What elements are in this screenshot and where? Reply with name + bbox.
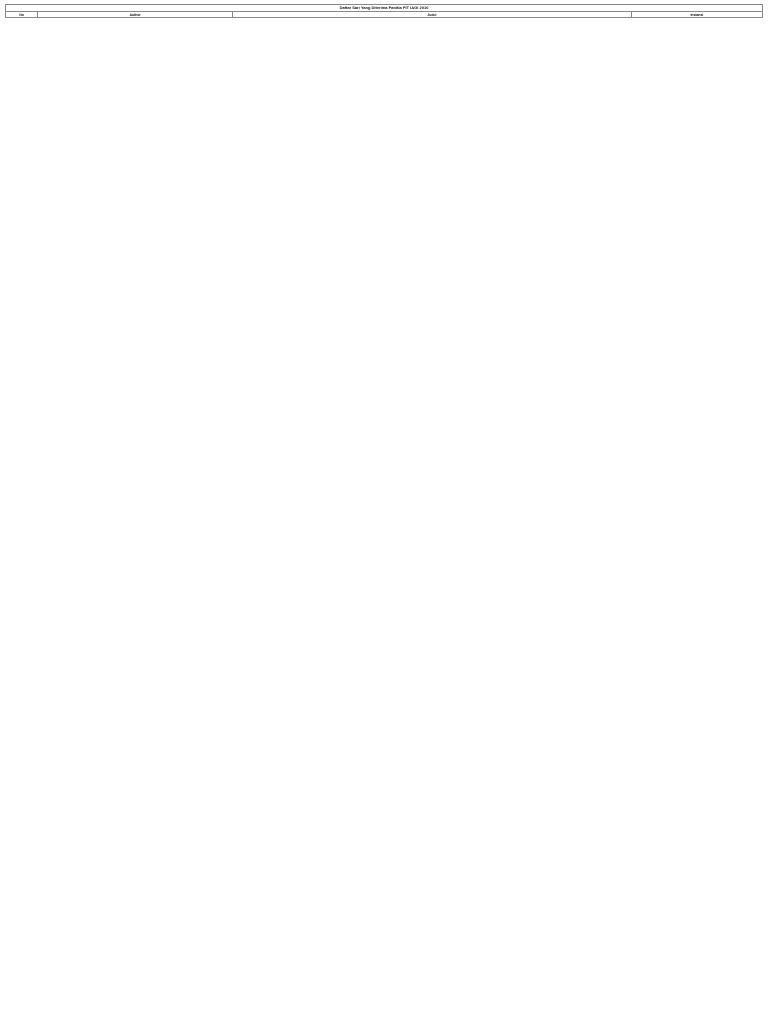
spreadsheet-page: [5, 4, 763, 25]
header-author: Author: [38, 12, 233, 18]
header-institusi: Instansi: [631, 12, 762, 18]
document-title: Daftar Sari Yang Diterima Panitia PIT IAGI 2010: [5, 4, 763, 11]
abstract-table-top: [5, 11, 763, 18]
header-no: No: [6, 12, 38, 18]
page-gap: [5, 18, 763, 25]
table-header-row: [6, 12, 763, 18]
header-judul: Judul: [233, 12, 632, 18]
